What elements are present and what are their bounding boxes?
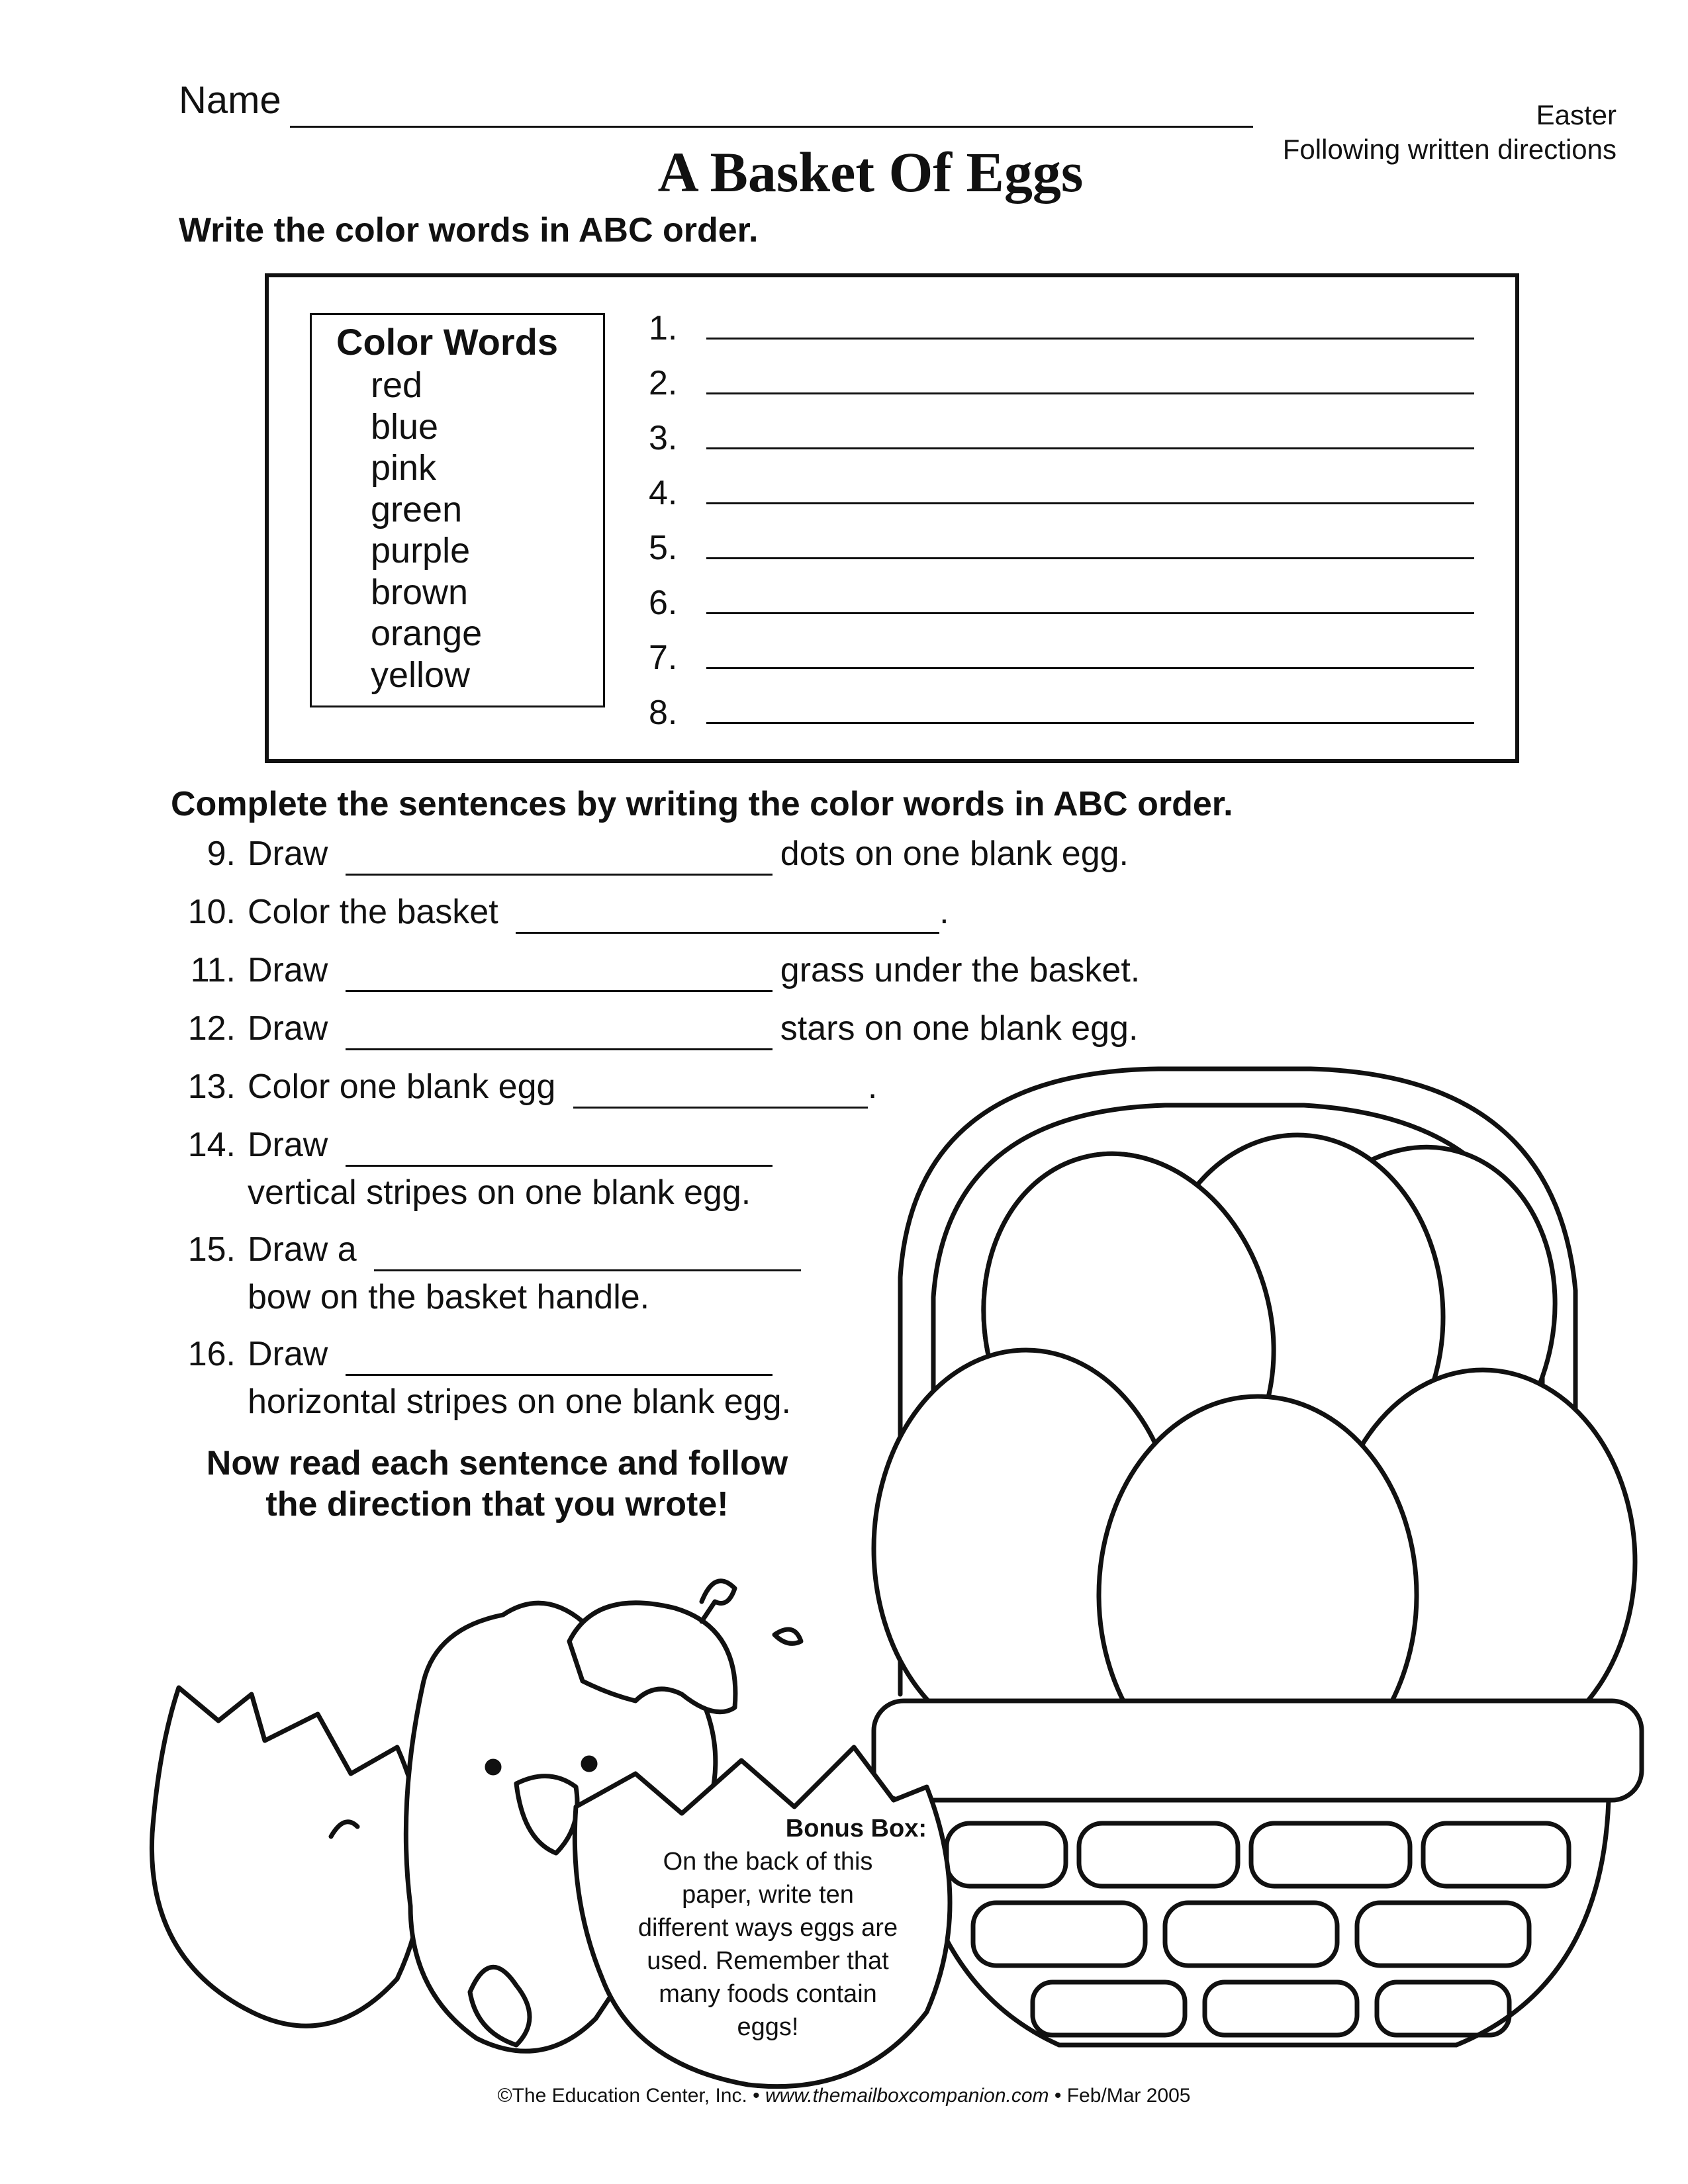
- item-text-before: Draw: [248, 951, 328, 989]
- basket-rim: [874, 1701, 1642, 1800]
- color-word: yellow: [371, 655, 471, 695]
- bonus-line: many foods contain: [659, 1980, 877, 2008]
- item-number: 15.: [187, 1230, 236, 1269]
- bonus-line: eggs!: [737, 2013, 799, 2041]
- answer-number: 6.: [649, 584, 678, 622]
- item-number: 14.: [187, 1126, 236, 1164]
- answer-number: 1.: [649, 309, 678, 347]
- footer-date: • Feb/Mar 2005: [1054, 2085, 1191, 2107]
- bonus-line: On the back of this: [663, 1848, 873, 1876]
- answer-number: 4.: [649, 474, 678, 512]
- bonus-line: paper, write ten: [682, 1881, 854, 1909]
- item-text-after: .: [867, 1068, 878, 1106]
- item-text-before: Color one blank egg: [248, 1068, 556, 1106]
- color-word: pink: [371, 448, 437, 488]
- answer-number: 3.: [649, 419, 678, 457]
- footer: [0, 2085, 1688, 2107]
- basket-body: [907, 1800, 1609, 2045]
- answer-number: 5.: [649, 529, 678, 567]
- color-word: blue: [371, 406, 439, 447]
- item-text-after: dots on one blank egg.: [780, 835, 1129, 873]
- egg-shell-half: [152, 1688, 424, 2026]
- item-text-after: vertical stripes on one blank egg.: [248, 1173, 751, 1212]
- item-number: 10.: [187, 893, 236, 931]
- color-word: brown: [371, 572, 469, 612]
- answer-number: 2.: [649, 364, 678, 402]
- part1-instruction: Write the color words in ABC order.: [179, 211, 759, 250]
- item-number: 12.: [187, 1009, 236, 1048]
- answer-number: 8.: [649, 694, 678, 732]
- footer-copyright: ©The Education Center, Inc. •: [497, 2085, 760, 2107]
- item-number: 9.: [207, 835, 236, 873]
- item-text-before: Draw: [248, 835, 328, 873]
- skill-text: Following written directions: [1282, 134, 1617, 165]
- page-title: A Basket Of Eggs: [657, 140, 1084, 204]
- item-text-before: Color the basket: [248, 893, 498, 931]
- chick-eye: [583, 1758, 595, 1770]
- item-text-after: .: [939, 893, 949, 931]
- color-word: green: [371, 489, 463, 529]
- item-text-after: bow on the basket handle.: [248, 1278, 650, 1316]
- footer-url[interactable]: www.themailboxcompanion.com: [765, 2085, 1049, 2107]
- closing-line-2: the direction that you wrote!: [265, 1485, 729, 1524]
- item-text-before: Draw: [248, 1009, 328, 1048]
- item-number: 16.: [187, 1335, 236, 1373]
- answer-number: 7.: [649, 639, 678, 677]
- color-words-title: Color Words: [336, 321, 558, 363]
- part2-instruction: Complete the sentences by writing the color words in ABC order.: [171, 785, 1233, 823]
- closing-line-1: Now read each sentence and follow: [206, 1444, 788, 1482]
- color-word: red: [371, 365, 423, 405]
- item-text-before: Draw a: [248, 1230, 357, 1269]
- item-number: 11.: [190, 951, 236, 989]
- item-text-before: Draw: [248, 1126, 328, 1164]
- item-number: 13.: [187, 1068, 236, 1106]
- bonus-line: different ways eggs are: [637, 1914, 898, 1942]
- item-text-after: horizontal stripes on one blank egg.: [248, 1383, 791, 1421]
- item-text-after: grass under the basket.: [780, 951, 1141, 989]
- item-text-after: stars on one blank egg.: [780, 1009, 1139, 1048]
- topic-text: Easter: [1536, 99, 1617, 130]
- color-word: orange: [371, 614, 483, 653]
- name-label: Name: [179, 79, 281, 122]
- color-word: purple: [371, 531, 471, 570]
- chick-eye: [487, 1761, 499, 1773]
- bonus-line: used. Remember that: [647, 1947, 889, 1975]
- item-text-before: Draw: [248, 1335, 328, 1373]
- bonus-box: [583, 1812, 953, 2044]
- bonus-title: Bonus Box:: [785, 1815, 927, 1843]
